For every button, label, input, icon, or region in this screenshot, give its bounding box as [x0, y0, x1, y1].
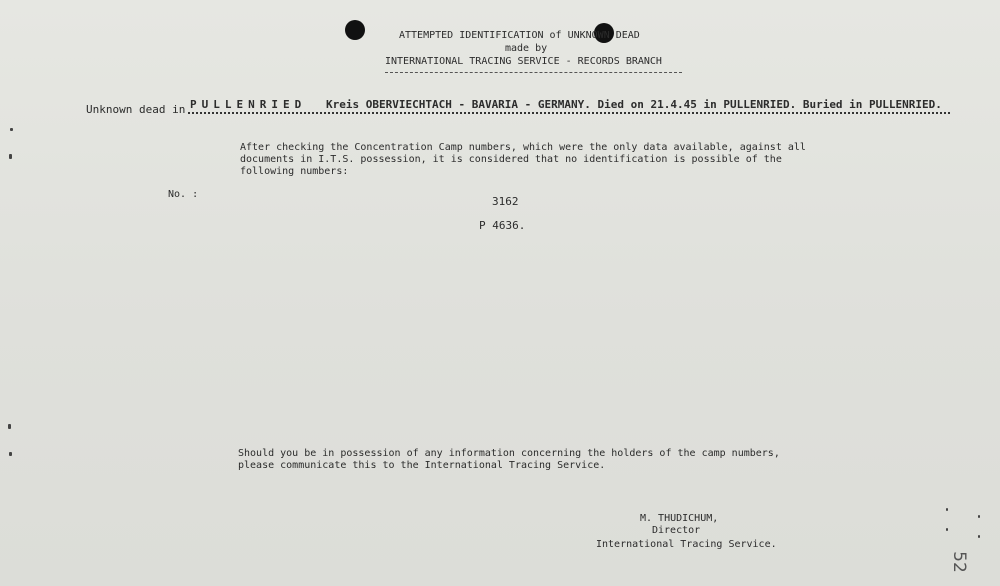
- record-place: PULLENRIED: [190, 98, 307, 111]
- record-dotted-leader: [188, 112, 950, 114]
- camp-number-1: 3162: [492, 195, 519, 208]
- header-organization: INTERNATIONAL TRACING SERVICE - RECORDS BRANCH: [385, 56, 662, 67]
- body-line-1: After checking the Concentration Camp numbers, which were the only data available, against all: [240, 142, 806, 153]
- punch-hole-left: [345, 20, 365, 40]
- numbers-label: No. :: [168, 189, 199, 200]
- margin-mark: [946, 508, 948, 511]
- margin-mark: [8, 424, 11, 429]
- header-title: ATTEMPTED IDENTIFICATION of UNKNOWN DEAD: [399, 30, 640, 41]
- header-underline: [385, 72, 682, 73]
- margin-mark: [10, 128, 13, 131]
- closing-line-2: please communicate this to the International Tracing Service.: [238, 460, 606, 471]
- closing-line-1: Should you be in possession of any information concerning the holders of the camp numbers,: [238, 448, 780, 459]
- signature-title: Director: [652, 525, 701, 536]
- record-prefix: Unknown dead in: [86, 103, 186, 116]
- signature-name: M. THUDICHUM,: [640, 513, 719, 524]
- body-line-3: following numbers:: [240, 166, 349, 177]
- header-made-by: made by: [505, 43, 548, 54]
- margin-mark: [946, 528, 948, 531]
- record-details: Kreis OBERVIECHTACH - BAVARIA - GERMANY. Died on 21.4.45 in PULLENRIED. Buried in PULLENRIED.: [326, 98, 942, 111]
- margin-mark: [9, 154, 12, 159]
- page-number: 52: [949, 551, 970, 573]
- signature-organization: International Tracing Service.: [596, 539, 777, 550]
- margin-mark: [978, 515, 980, 518]
- body-line-2: documents in I.T.S. possession, it is considered that no identification is possible of the: [240, 154, 782, 165]
- camp-number-2: P 4636.: [479, 219, 526, 232]
- margin-mark: [9, 452, 12, 456]
- margin-mark: [978, 535, 980, 538]
